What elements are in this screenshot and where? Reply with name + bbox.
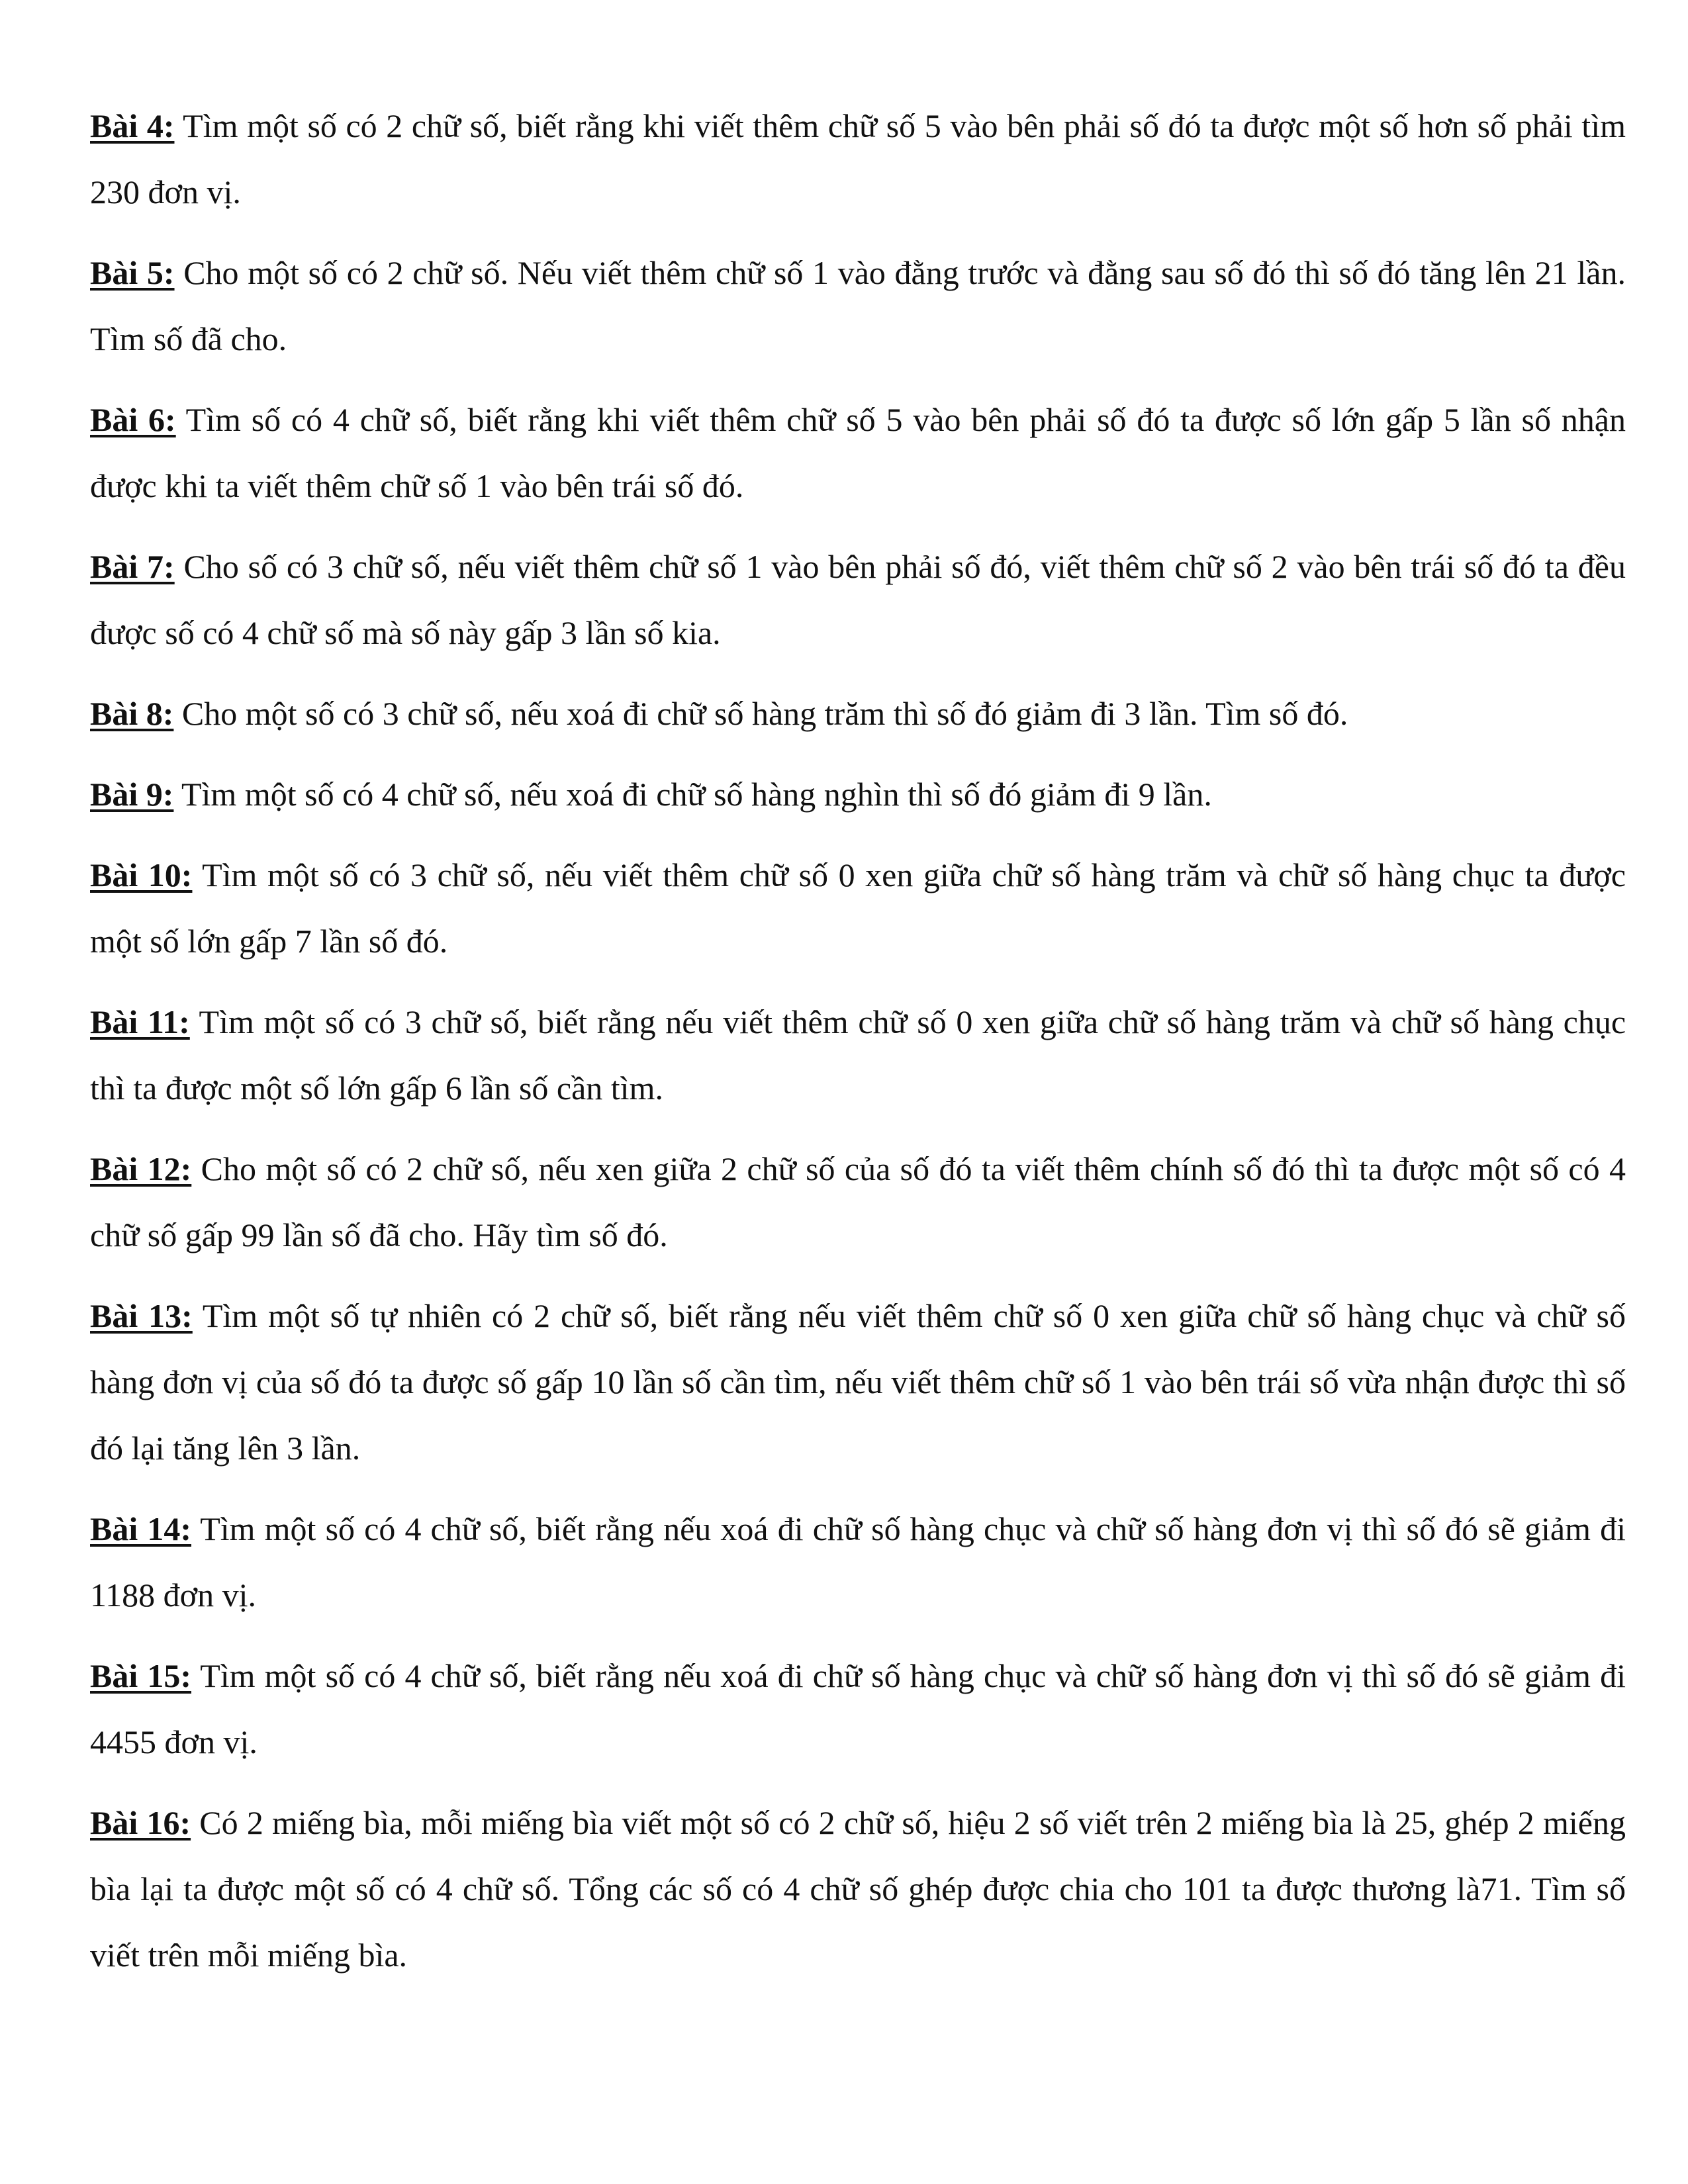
problem-label: Bài 7: — [90, 548, 175, 585]
problem-8 — [90, 680, 1626, 747]
problem-4 — [90, 93, 1626, 225]
problem-text: Có 2 miếng bìa, mỗi miếng bìa viết một số có 2 chữ số, hiệu 2 số viết trên 2 miếng bìa là 25, ghép 2 miếng bìa lại ta được một số có 4 chữ số. Tổng các số có 4 chữ số ghép được chia cho 101 ta được thương là71. Tìm số viết trên mỗi miếng bìa. — [90, 1804, 1626, 1974]
problem-label: Bài 16: — [90, 1804, 191, 1841]
problem-14 — [90, 1496, 1626, 1628]
problem-label: Bài 15: — [90, 1657, 192, 1694]
problem-label: Bài 4: — [90, 107, 175, 144]
problem-text: Tìm một số có 3 chữ số, biết rằng nếu viết thêm chữ số 0 xen giữa chữ số hàng trăm và chữ số hàng chục thì ta được một số lớn gấp 6 lần số cần tìm. — [90, 1003, 1626, 1107]
problem-label: Bài 11: — [90, 1003, 190, 1040]
problem-text: Tìm một số có 3 chữ số, nếu viết thêm chữ số 0 xen giữa chữ số hàng trăm và chữ số hàng chục ta được một số lớn gấp 7 lần số đó. — [90, 856, 1626, 960]
problem-label: Bài 12: — [90, 1150, 192, 1187]
problem-9 — [90, 761, 1626, 827]
problem-text: Cho một số có 2 chữ số. Nếu viết thêm chữ số 1 vào đằng trước và đằng sau số đó thì số đó tăng lên 21 lần. Tìm số đã cho. — [90, 254, 1626, 357]
problem-text: Cho số có 3 chữ số, nếu viết thêm chữ số 1 vào bên phải số đó, viết thêm chữ số 2 vào bên trái số đó ta đều được số có 4 chữ số mà số này gấp 3 lần số kia. — [90, 548, 1626, 651]
problem-text: Tìm một số có 4 chữ số, biết rằng nếu xoá đi chữ số hàng chục và chữ số hàng đơn vị thì số đó sẽ giảm đi 1188 đơn vị. — [90, 1510, 1626, 1614]
problem-text: Tìm số có 4 chữ số, biết rằng khi viết thêm chữ số 5 vào bên phải số đó ta được số lớn gấp 5 lần số nhận được khi ta viết thêm chữ số 1 vào bên trái số đó. — [90, 401, 1626, 504]
problem-label: Bài 9: — [90, 776, 174, 813]
problem-label: Bài 14: — [90, 1510, 192, 1547]
problem-5 — [90, 240, 1626, 372]
problem-text: Tìm một số có 2 chữ số, biết rằng khi viết thêm chữ số 5 vào bên phải số đó ta được một số hơn số phải tìm 230 đơn vị. — [90, 107, 1626, 210]
problem-text: Cho một số có 3 chữ số, nếu xoá đi chữ số hàng trăm thì số đó giảm đi 3 lần. Tìm số đó. — [173, 695, 1348, 732]
problem-label: Bài 6: — [90, 401, 176, 438]
problem-7 — [90, 533, 1626, 666]
problem-text: Tìm một số có 4 chữ số, biết rằng nếu xoá đi chữ số hàng chục và chữ số hàng đơn vị thì số đó sẽ giảm đi 4455 đơn vị. — [90, 1657, 1626, 1760]
problem-11 — [90, 989, 1626, 1121]
problem-16 — [90, 1790, 1626, 1988]
problem-13 — [90, 1283, 1626, 1481]
problem-label: Bài 8: — [90, 695, 174, 732]
problem-15 — [90, 1643, 1626, 1775]
problem-label: Bài 13: — [90, 1297, 193, 1334]
problem-10 — [90, 842, 1626, 974]
problem-12 — [90, 1136, 1626, 1268]
problem-label: Bài 10: — [90, 856, 193, 893]
problem-label: Bài 5: — [90, 254, 175, 291]
problem-text: Tìm một số tự nhiên có 2 chữ số, biết rằng nếu viết thêm chữ số 0 xen giữa chữ số hàng chục và chữ số hàng đơn vị của số đó ta được số gấp 10 lần số cần tìm, nếu viết thêm chữ số 1 vào bên trái số vừa nhận được thì số đó lại tăng lên 3 lần. — [90, 1297, 1626, 1467]
problem-text: Tìm một số có 4 chữ số, nếu xoá đi chữ số hàng nghìn thì số đó giảm đi 9 lần. — [173, 776, 1212, 813]
problem-text: Cho một số có 2 chữ số, nếu xen giữa 2 chữ số của số đó ta viết thêm chính số đó thì ta được một số có 4 chữ số gấp 99 lần số đã cho. Hãy tìm số đó. — [90, 1150, 1626, 1253]
problem-6 — [90, 387, 1626, 519]
document-page — [90, 93, 1626, 2003]
